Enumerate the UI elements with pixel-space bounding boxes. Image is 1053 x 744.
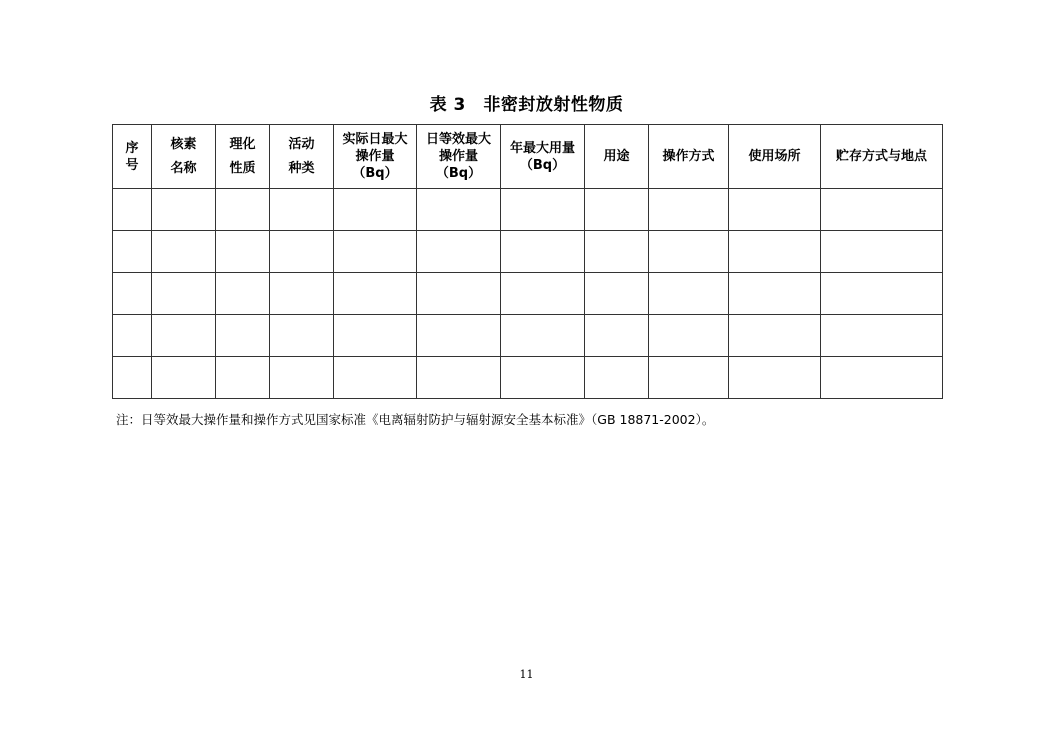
page-number: 11 [519, 668, 534, 681]
column-header-line: 年最大用量 [509, 140, 575, 156]
table-cell [649, 315, 729, 357]
table-cell [729, 315, 821, 357]
column-header-line: 序 [125, 140, 139, 156]
table-cell [417, 231, 501, 273]
table-cell [821, 357, 943, 399]
table-cell [417, 357, 501, 399]
column-header-line: 性质 [229, 161, 256, 176]
column-header-line: 操作量 [438, 149, 478, 164]
table-cell [729, 357, 821, 399]
table-cell [270, 231, 334, 273]
table-cell [649, 231, 729, 273]
table-cell [152, 315, 216, 357]
table-cell [729, 231, 821, 273]
column-header-line: （Bq） [352, 166, 398, 181]
column-header-line: 核素 [170, 137, 197, 152]
column-header-seq [113, 125, 152, 189]
table-cell [821, 315, 943, 357]
table-cell [152, 231, 216, 273]
table-cell [501, 357, 585, 399]
column-header-line: 操作量 [355, 149, 395, 164]
column-header-line: 用途 [603, 149, 630, 164]
table-cell [113, 231, 152, 273]
table-header-row [113, 125, 943, 189]
column-header-line: 活动 [288, 137, 315, 152]
column-header-daily_equiv_max [417, 125, 501, 189]
table-cell [334, 273, 417, 315]
table-cell [334, 357, 417, 399]
column-header-line: （Bq） [519, 157, 566, 173]
column-header-line: 使用场所 [748, 149, 801, 164]
column-header-line: 号 [125, 157, 139, 173]
table-cell [729, 189, 821, 231]
radioactive-materials-table [112, 124, 943, 399]
table-cell [216, 357, 270, 399]
table-row [113, 231, 943, 273]
table-note: 注：日等效最大操作量和操作方式见国家标准《电离辐射防护与辐射源安全基本标准》（GB 18871-2002）。 [116, 412, 715, 427]
column-header-line: 理化 [229, 137, 256, 152]
table-cell [585, 357, 649, 399]
column-header-usage [585, 125, 649, 189]
column-header-annual_max [501, 125, 585, 189]
table-cell [216, 231, 270, 273]
table-cell [501, 189, 585, 231]
table-cell [417, 315, 501, 357]
table-cell [501, 315, 585, 357]
column-header-line: 操作方式 [662, 149, 715, 164]
table-body [113, 189, 943, 399]
table-cell [334, 231, 417, 273]
column-header-operation_mode [649, 125, 729, 189]
table-cell [649, 189, 729, 231]
table-cell [821, 189, 943, 231]
table-cell [270, 273, 334, 315]
column-header-site [729, 125, 821, 189]
table-row [113, 273, 943, 315]
column-header-line: 种类 [288, 161, 315, 176]
column-header-line: 名称 [170, 161, 197, 176]
column-header-daily_max [334, 125, 417, 189]
table-cell [649, 357, 729, 399]
table-cell [417, 189, 501, 231]
table-cell [216, 315, 270, 357]
table-cell [417, 273, 501, 315]
table-cell [270, 357, 334, 399]
table-cell [649, 273, 729, 315]
column-header-physchem [216, 125, 270, 189]
table-cell [585, 231, 649, 273]
column-header-storage [821, 125, 943, 189]
table-title: 表 3 非密封放射性物质 [429, 95, 624, 115]
column-header-line: 日等效最大 [425, 132, 491, 147]
table-cell [216, 273, 270, 315]
table-cell [152, 273, 216, 315]
table-cell [501, 231, 585, 273]
table-cell [113, 189, 152, 231]
table-cell [113, 273, 152, 315]
table-row [113, 189, 943, 231]
table-cell [270, 315, 334, 357]
table-cell [821, 231, 943, 273]
table-cell [152, 357, 216, 399]
column-header-nuclide [152, 125, 216, 189]
table-cell [113, 357, 152, 399]
table-cell [334, 315, 417, 357]
column-header-line: 贮存方式与地点 [835, 149, 927, 164]
table-cell [501, 273, 585, 315]
table-cell [585, 315, 649, 357]
table-cell [821, 273, 943, 315]
table-cell [729, 273, 821, 315]
table-cell [585, 273, 649, 315]
table-row [113, 357, 943, 399]
column-header-activity_type [270, 125, 334, 189]
table-row [113, 315, 943, 357]
column-header-line: （Bq） [435, 166, 482, 181]
table-cell [113, 315, 152, 357]
column-header-line: 实际日最大 [342, 132, 408, 147]
table-cell [216, 189, 270, 231]
table-cell [270, 189, 334, 231]
table-cell [585, 189, 649, 231]
table-cell [152, 189, 216, 231]
table-cell [334, 189, 417, 231]
